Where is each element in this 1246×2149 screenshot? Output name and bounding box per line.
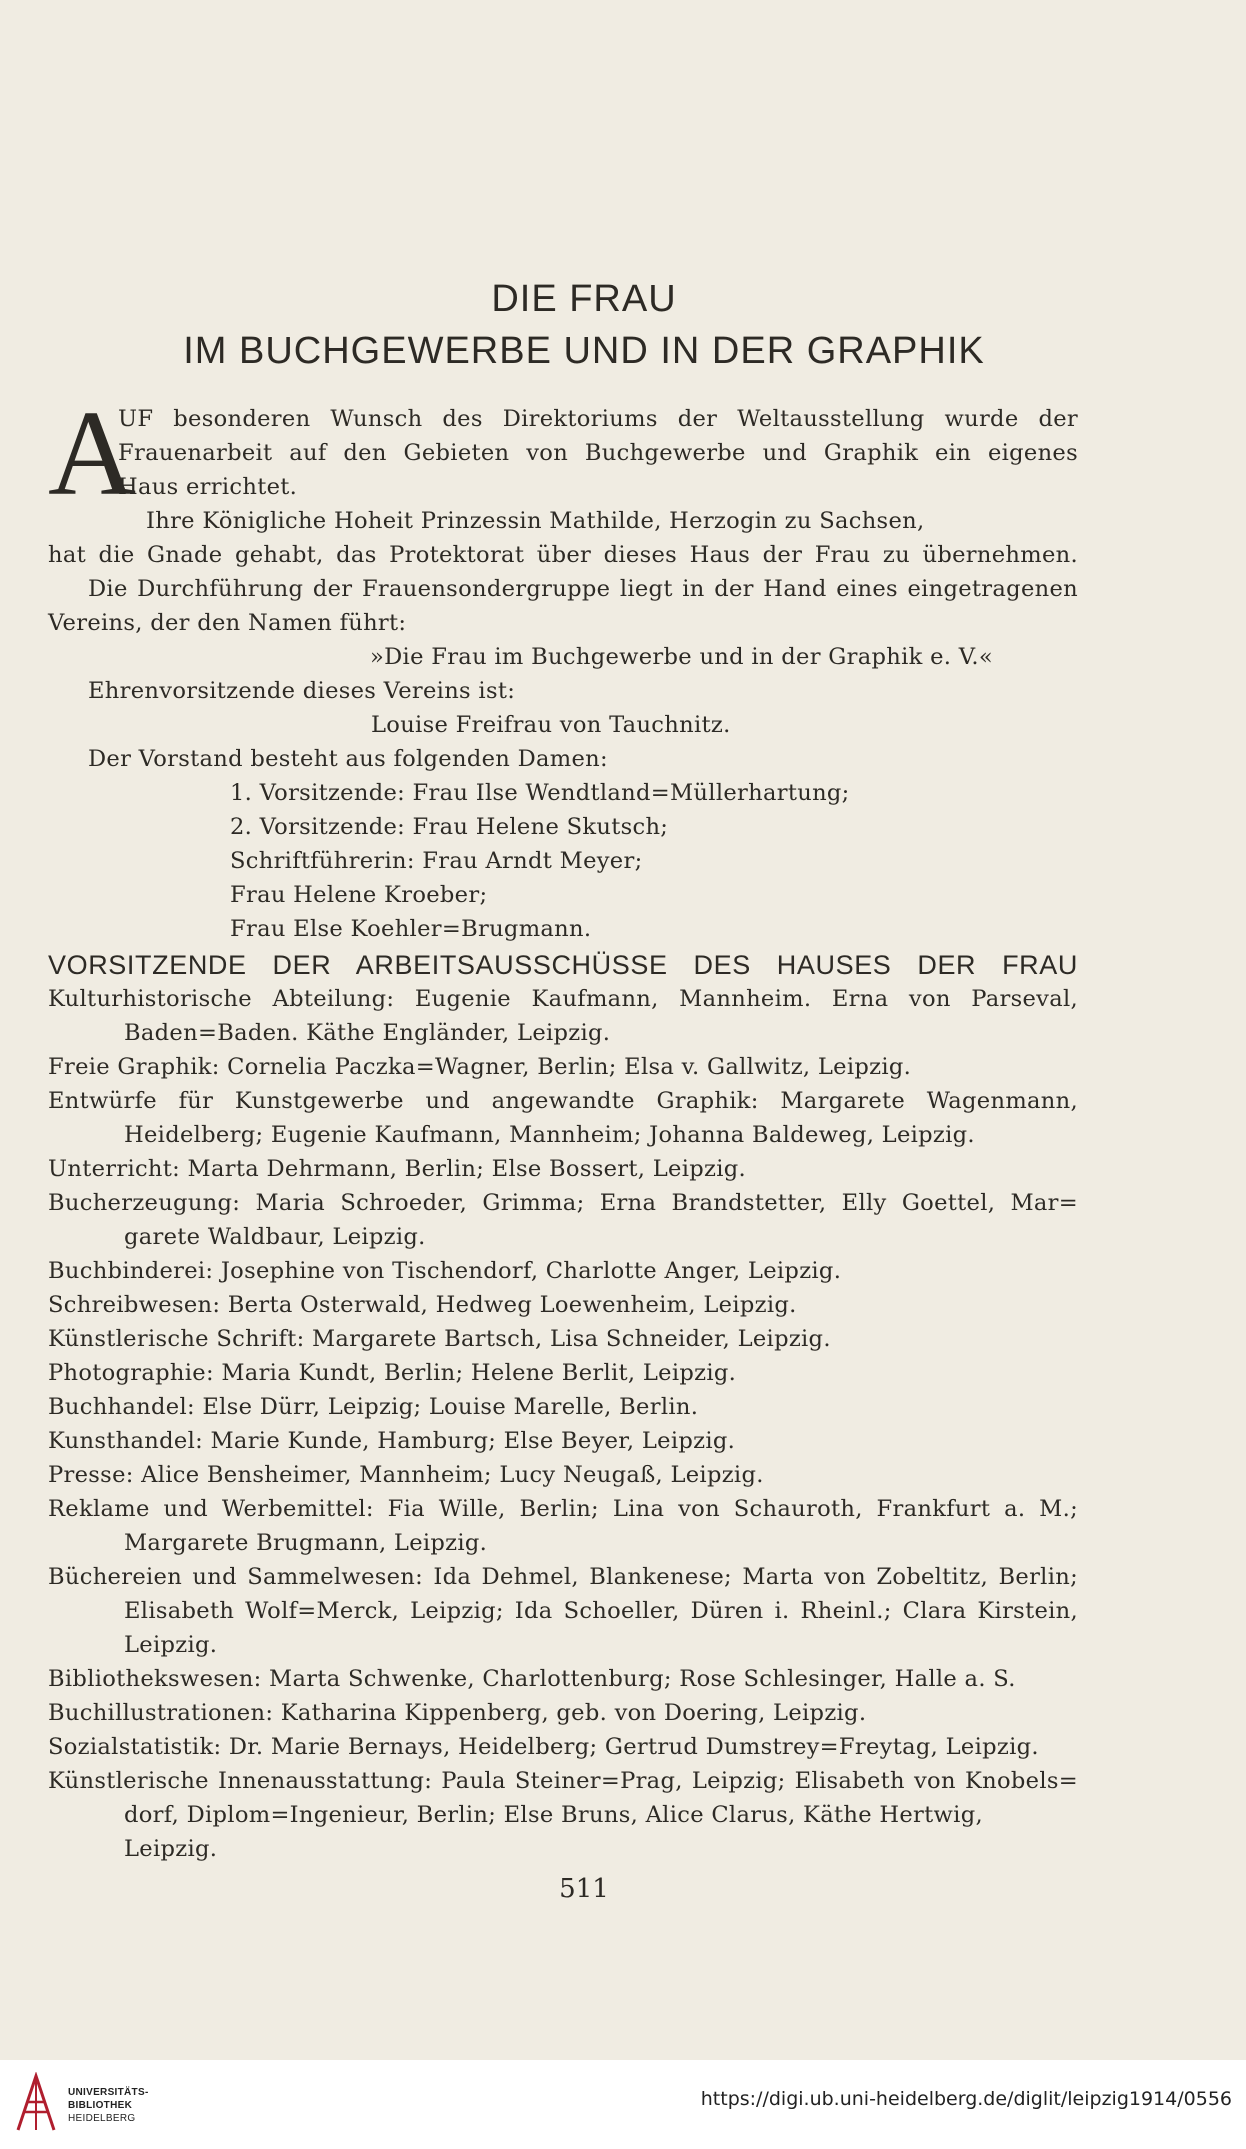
committee-line: Reklame und Werbemittel: Fia Wille, Berlin; Lina von Schauroth, Frankfurt a. M.; xyxy=(48,1496,1078,1522)
committee-entry xyxy=(48,1730,1078,1764)
committee-line: Buchbinderei: Josephine von Tischendorf, Charlotte Anger, Leipzig. xyxy=(48,1258,842,1284)
board-member: 1. Vorsitzende: Frau Ilse Wendtland=Müllerhartung; xyxy=(230,780,850,806)
board-member: Schriftführerin: Frau Arndt Meyer; xyxy=(230,848,643,874)
title-line-1: DIE FRAU xyxy=(491,278,677,320)
committee-line: Elisabeth Wolf=Merck, Leipzig; Ida Schoeller, Düren i. Rheinl.; Clara Kirstein, xyxy=(124,1598,1078,1624)
committee-line: Sozialstatistik: Dr. Marie Bernays, Heidelberg; Gertrud Dumstrey=Freytag, Leipzig. xyxy=(48,1734,1039,1760)
committee-line: Buchillustrationen: Katharina Kippenberg, geb. von Doering, Leipzig. xyxy=(48,1700,867,1726)
patron-line: hat die Gnade gehabt, das Protektorat über dieses Haus der Frau zu übernehmen. xyxy=(48,542,1078,568)
board-label: Der Vorstand besteht aus folgenden Damen: xyxy=(88,746,608,772)
committee-line: Photographie: Maria Kundt, Berlin; Helene Berlit, Leipzig. xyxy=(48,1360,737,1386)
honorary-label: Ehrenvorsitzende dieses Vereins ist: xyxy=(88,678,516,704)
committee-line: Entwürfe für Kunstgewerbe und angewandte Graphik: Margarete Wagenmann, xyxy=(48,1088,1078,1114)
logo-text xyxy=(68,2086,149,2125)
committee-line: Heidelberg; Eugenie Kaufmann, Mannheim; Johanna Baldeweg, Leipzig. xyxy=(124,1122,975,1148)
committee-entry xyxy=(48,1084,1078,1152)
intro-line: UF besonderen Wunsch des Direktoriums der Weltausstellung wurde der xyxy=(118,406,1078,432)
intro-paragraph xyxy=(48,386,1078,1866)
committee-line: Baden=Baden. Käthe Engländer, Leipzig. xyxy=(124,1020,611,1046)
committee-entry xyxy=(48,1152,1078,1186)
committee-line: Kulturhistorische Abteilung: Eugenie Kaufmann, Mannheim. Erna von Parseval, xyxy=(48,986,1078,1012)
association-line: Die Durchführung der Frauensondergruppe liegt in der Hand eines eingetragenen xyxy=(88,576,1078,602)
title-line-2: IM BUCHGEWERBE UND IN DER GRAPHIK xyxy=(183,330,985,372)
committee-line: Künstlerische Schrift: Margarete Bartsch, Lisa Schneider, Leipzig. xyxy=(48,1326,831,1352)
association-line: Vereins, der den Namen führt: xyxy=(48,610,407,636)
section-heading: VORSITZENDE DER ARBEITSAUSSCHÜSSE DES HAUSES DER FRAU xyxy=(48,950,1078,980)
committee-entry xyxy=(48,1764,1078,1866)
board-member: 2. Vorsitzende: Frau Helene Skutsch; xyxy=(230,814,669,840)
permalink-url[interactable]: https://digi.ub.uni-heidelberg.de/diglit/leipzig1914/0556 xyxy=(700,2088,1232,2110)
committee-line: Kunsthandel: Marie Kunde, Hamburg; Else Beyer, Leipzig. xyxy=(48,1428,736,1454)
committee-entry xyxy=(48,1696,1078,1730)
committee-line: garete Waldbaur, Leipzig. xyxy=(124,1224,426,1250)
committee-line: Margarete Brugmann, Leipzig. xyxy=(124,1530,488,1556)
committee-entry xyxy=(48,1356,1078,1390)
committee-line: Presse: Alice Bensheimer, Mannheim; Lucy Neugaß, Leipzig. xyxy=(48,1462,764,1488)
committee-list xyxy=(48,982,1078,1866)
intro-line: Haus errichtet. xyxy=(118,474,298,500)
logo-text-line: UNIVERSITÄTS- xyxy=(68,2087,149,2098)
logo-text-line: BIBLIOTHEK xyxy=(68,2100,133,2111)
board-member: Frau Else Koehler=Brugmann. xyxy=(230,916,592,942)
committee-entry xyxy=(48,1288,1078,1322)
honorary-name: Louise Freifrau von Tauchnitz. xyxy=(371,712,731,738)
committee-line: Bibliothekswesen: Marta Schwenke, Charlottenburg; Rose Schlesinger, Halle a. S. xyxy=(48,1666,1016,1692)
committee-line: Künstlerische Innenausstattung: Paula Steiner=Prag, Leipzig; Elisabeth von Knobels= xyxy=(48,1768,1078,1794)
committee-entry xyxy=(48,1424,1078,1458)
committee-line: Unterricht: Marta Dehrmann, Berlin; Else Bossert, Leipzig. xyxy=(48,1156,746,1182)
committee-entry xyxy=(48,982,1078,1050)
logo-text-line: HEIDELBERG xyxy=(68,2113,136,2124)
committee-line: Bucherzeugung: Maria Schroeder, Grimma; Erna Brandstetter, Elly Goettel, Mar= xyxy=(48,1190,1078,1216)
committee-line: dorf, Diplom=Ingenieur, Berlin; Else Bruns, Alice Clarus, Käthe Hertwig, Leipzig. xyxy=(124,1802,983,1862)
university-library-logo[interactable] xyxy=(14,2072,154,2136)
committee-entry xyxy=(48,1458,1078,1492)
committee-entry xyxy=(48,1560,1078,1662)
patron-line: Ihre Königliche Hoheit Prinzessin Mathilde, Herzogin zu Sachsen, xyxy=(146,508,925,534)
committee-line: Büchereien und Sammelwesen: Ida Dehmel, Blankenese; Marta von Zobeltitz, Berlin; xyxy=(48,1564,1078,1590)
board-member: Frau Helene Kroeber; xyxy=(230,882,488,908)
committee-line: Schreibwesen: Berta Osterwald, Hedweg Loewenheim, Leipzig. xyxy=(48,1292,797,1318)
committee-entry xyxy=(48,1050,1078,1084)
committee-entry xyxy=(48,1662,1078,1696)
intro-line: Frauenarbeit auf den Gebieten von Buchgewerbe und Graphik ein eigenes xyxy=(118,440,1078,466)
committee-entry xyxy=(48,1186,1078,1254)
committee-line: Freie Graphik: Cornelia Paczka=Wagner, Berlin; Elsa v. Gallwitz, Leipzig. xyxy=(48,1054,912,1080)
library-logo-icon xyxy=(14,2072,58,2134)
committee-entry xyxy=(48,1390,1078,1424)
committee-line: Leipzig. xyxy=(124,1632,218,1658)
page-number: 511 xyxy=(559,1874,609,1904)
committee-entry xyxy=(48,1322,1078,1356)
drop-cap: A xyxy=(48,386,137,521)
committee-entry xyxy=(48,1254,1078,1288)
association-name: »Die Frau im Buchgewerbe und in der Graphik e. V.« xyxy=(370,644,994,670)
committee-line: Buchhandel: Else Dürr, Leipzig; Louise Marelle, Berlin. xyxy=(48,1394,699,1420)
footer-bar xyxy=(0,2060,1246,2149)
committee-entry xyxy=(48,1492,1078,1560)
